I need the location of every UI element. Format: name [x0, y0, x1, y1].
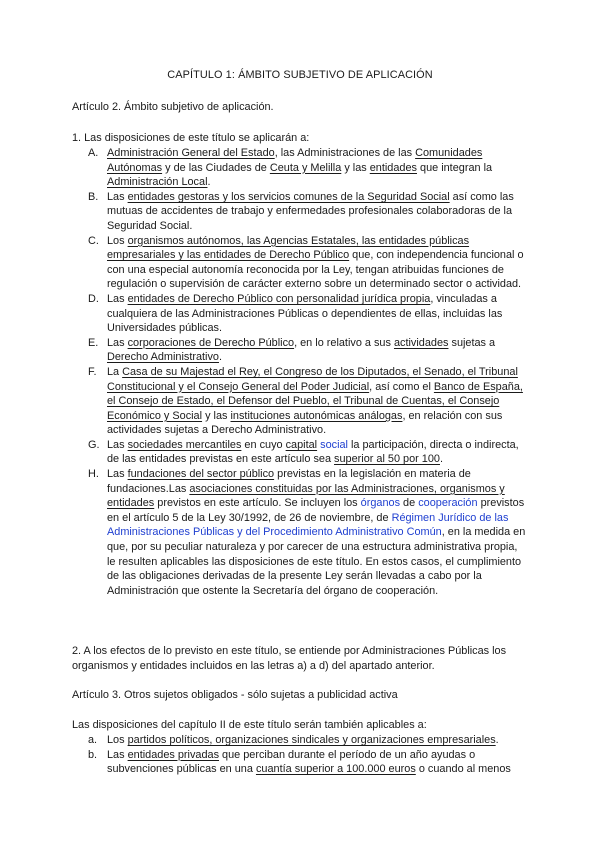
text: , en la medida en que, por su peculiar naturaleza y por carecer de una estructura administrativa propia, le resulten aplicables las disposiciones de este título. En estos casos, el cumplimiento de las obligaciones derivadas de la presente Ley serán llevadas a cabo por la Administración que ostente la Secretaría del órgano de cooperación. — [107, 526, 526, 597]
text: y las — [202, 409, 231, 422]
list-item-b — [88, 190, 528, 234]
term: entidades privadas — [127, 748, 220, 761]
other-subjects-list — [88, 733, 528, 777]
text: y de las Ciudades de — [162, 161, 270, 174]
term: Banco de España, el Consejo de Estado, el Defensor del Pueblo, el Tribunal de Cuentas, el Consejo Económico y Social — [107, 380, 523, 422]
term: partidos políticos, organizaciones sindicales y organizaciones empresariales — [127, 734, 496, 746]
list-item-f — [88, 365, 528, 438]
list-marker: F. — [88, 365, 97, 378]
term: fundaciones del sector público — [127, 468, 275, 481]
text: que perciban durante el período de un año ayudas o subvenciones públicas en una — [107, 748, 476, 776]
term-link: social — [320, 438, 348, 451]
text: así como las mutuas de accidentes de trabajo y enfermedades profesionales colaboradoras de la Seguridad Social. — [107, 190, 514, 232]
term-link: Régimen Jurídico de las Administraciones Públicas y del Procedimiento Administrativo Común — [107, 511, 509, 539]
text: . — [439, 453, 444, 466]
list-marker: A. — [88, 147, 99, 159]
term: entidades — [369, 161, 417, 174]
term: Derecho Administrativo — [107, 351, 219, 364]
paragraph-1-intro: 1. Las disposiciones de este título se aplicarán a: — [72, 132, 310, 144]
text: y las — [341, 161, 370, 174]
paragraph-2: 2. A los efectos de lo previsto en este título, se entiende por Administraciones Públicas los organismos y entidades incluidos en las letras a) a d) del apartado anterior. — [72, 645, 507, 672]
list-marker: G. — [88, 438, 100, 451]
article-3-heading: Artículo 3. Otros sujetos obligados - sólo sujetas a publicidad activa — [72, 689, 398, 701]
subject-list — [88, 146, 528, 598]
text: Las — [107, 190, 128, 203]
text: , vinculadas a cualquiera de las Administraciones Públicas o dependientes de ellas, incluidas las Universidades públicas. — [107, 292, 503, 335]
paragraph-3-intro: Las disposiciones del capítulo II de este título serán también aplicables a: — [72, 719, 427, 731]
list-marker: E. — [88, 336, 99, 349]
article-2-heading: Artículo 2. Ámbito subjetivo de aplicación. — [72, 101, 274, 113]
list-marker: b. — [88, 748, 98, 761]
list-marker: a. — [88, 734, 98, 746]
term: Casa de su Majestad el Rey, el Congreso de los Diputados, el Senado, el Tribunal Constitucional y el Consejo General del Poder Judicial — [107, 365, 518, 393]
text: , en relación con sus actividades sujetas a Derecho Administrativo. — [107, 409, 503, 437]
term: entidades de Derecho Público con personalidad jurídica propia — [127, 292, 431, 305]
list-item-g — [88, 438, 528, 467]
term-link: órganos — [360, 497, 401, 510]
term: entidades gestoras y los servicios comunes de la Seguridad Social — [127, 190, 450, 203]
text: . — [207, 176, 211, 189]
term: instituciones autonómicas análogas — [230, 409, 403, 422]
list-item-e — [88, 336, 528, 365]
text: La — [107, 365, 123, 378]
term: superior al 50 por 100 — [334, 453, 440, 466]
text: Los — [107, 734, 128, 746]
text: , en lo relativo a sus — [294, 336, 394, 349]
list-marker: H. — [88, 468, 99, 481]
text: en cuyo — [241, 438, 286, 451]
term: corporaciones de Derecho Público — [127, 336, 295, 349]
text: previstas en la legislación en materia de fundaciones.Las — [107, 468, 471, 495]
term: Ceuta y Melilla — [269, 161, 342, 174]
term: asociaciones constituidas por las Administraciones, organismos y entidades — [107, 482, 505, 510]
list-item-b-lower — [88, 748, 528, 777]
text: previstos en este artículo. Se incluyen los — [154, 497, 361, 510]
text: o cuando al menos — [415, 763, 511, 776]
text: Los — [107, 234, 128, 247]
list-marker: C. — [88, 234, 99, 247]
term: capital — [285, 438, 318, 451]
text: la participación, directa o indirecta, de las entidades previstas en este artículo sea — [107, 438, 519, 466]
text: Las — [107, 748, 128, 761]
text: , las Administraciones de las — [274, 147, 416, 159]
term: organismos autónomos, las Agencias Estatales, las entidades públicas empresariales y las entidades de Derecho Público — [107, 234, 470, 262]
text: sujetas a — [448, 336, 496, 349]
term: Administración General del Estado — [107, 147, 275, 159]
term-link: cooperación — [418, 497, 478, 510]
text: . — [218, 351, 223, 364]
text: Las — [107, 336, 128, 349]
text: , así como el — [369, 380, 434, 393]
list-item-a — [88, 146, 528, 190]
text: Las — [107, 438, 128, 451]
text: que integran la — [416, 161, 493, 174]
text: de — [400, 497, 419, 510]
text: Las — [107, 292, 128, 305]
chapter-title: CAPÍTULO 1: ÁMBITO SUBJETIVO DE APLICACIÓN — [167, 69, 433, 81]
term: Administración Local — [107, 176, 208, 189]
text: Las — [107, 468, 128, 481]
list-marker: D. — [88, 292, 99, 305]
list-item-h — [88, 467, 528, 598]
list-marker: B. — [88, 190, 99, 203]
list-item-d — [88, 292, 528, 336]
term: sociedades mercantiles — [127, 438, 242, 451]
term: Comunidades Autónomas — [107, 147, 483, 174]
list-item-a-lower — [88, 733, 528, 748]
term: actividades — [393, 336, 449, 349]
text: previstos en el artículo 5 de la Ley 30/1992, de 26 de noviembre, de — [107, 497, 525, 524]
term: cuantía superior a 100.000 euros — [255, 763, 416, 776]
text: que, con independencia funcional o con una especial autonomía reconocida por la Ley, tengan atribuidas funciones de regulación o supervisión de carácter externo sobre un determinado sector o actividad. — [107, 249, 524, 291]
text: . — [495, 734, 499, 746]
list-item-c — [88, 234, 528, 292]
